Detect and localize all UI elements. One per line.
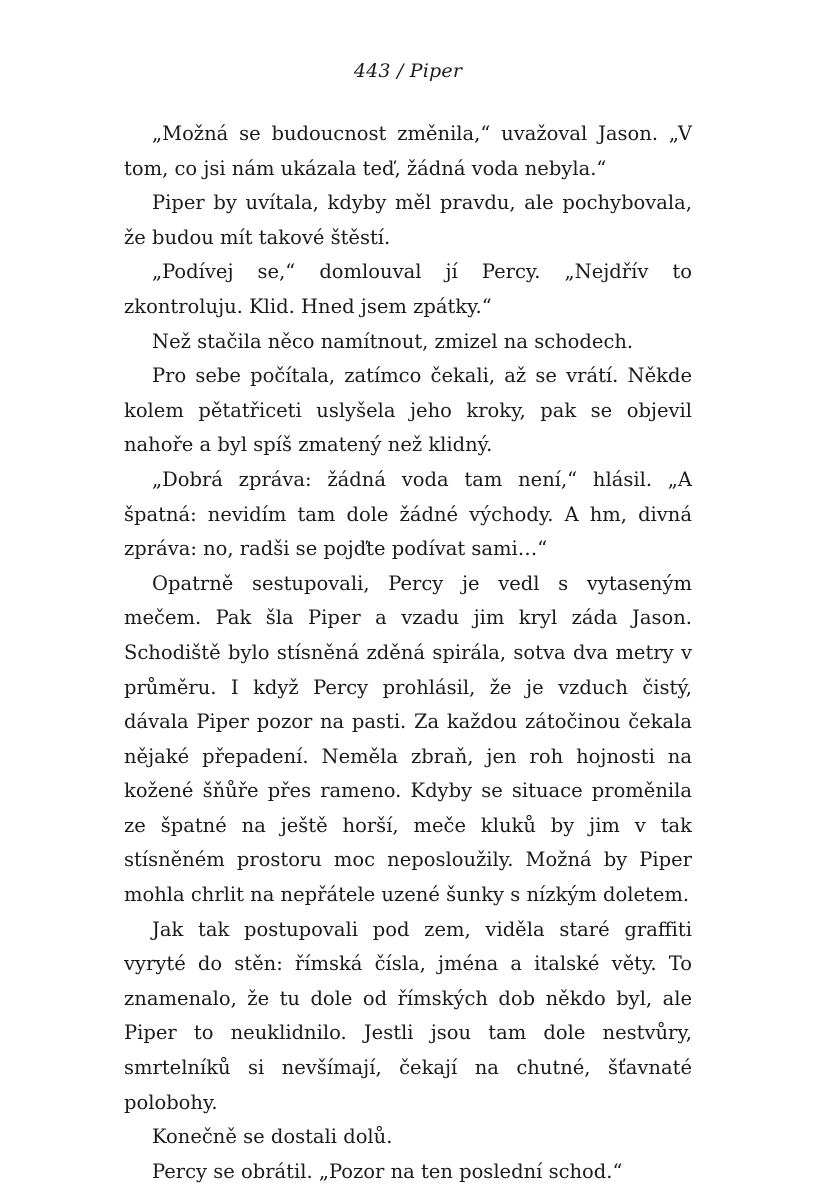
paragraph: Pro sebe počítala, zatímco čekali, až se vrátí. Někde kolem pětatřiceti uslyšela jeho kroky, pak se objevil nahoře a byl spíš zmatený než klidný. (124, 364, 692, 457)
paragraph: „Dobrá zpráva: žádná voda tam není,“ hlásil. „A špatná: nevidím tam dole žádné východy. A hm, divná zpráva: no, radši se pojďte podívat sami…“ (124, 467, 692, 561)
paragraph: Konečně se dostali dolů. (152, 1125, 393, 1149)
paragraph: Než stačila něco namítnout, zmizel na schodech. (152, 329, 634, 353)
paragraph: Opatrně sestupovali, Percy je vedl s vytaseným mečem. Pak šla Piper a vzadu jim kryl záda Jason. Schodiště bylo stísněná zděná spirála, sotva dva metry v průměru. I když Percy prohlásil, že je vzduch čistý, dávala Piper pozor na pasti. Za každou zátočinou čekala nějaké přepadení. Neměla zbraň, jen roh hojnosti na kožené šňůře přes rameno. Kdyby se situace proměnila ze špatné na ještě horší, meče kluků by jim v tak stísněném prostoru moc neposloužily. Možná by Piper mohla chrlit na nepřátele uzené šunky s nízkým doletem. (124, 571, 692, 907)
paragraph: „Možná se budoucnost změnila,“ uvažoval Jason. „V tom, co jsi nám ukázala teď, žádná voda nebyla.“ (124, 122, 692, 180)
paragraph: Piper by uvítala, kdyby měl pravdu, ale pochybovala, že budou mít takové štěstí. (124, 191, 692, 249)
paragraph: „Podívej se,“ domlouval jí Percy. „Nejdřív to zkontroluju. Klid. Hned jsem zpátky.“ (124, 260, 692, 318)
body-text (124, 117, 692, 1189)
paragraph: Jak tak postupovali pod zem, viděla staré graffiti vyryté do stěn: římská čísla, jména a italské věty. To znamenalo, že tu dole od římských dob někdo byl, ale Piper to neuklidnilo. Jestli jsou tam dole nestvůry, smrtelníků si nevšímají, čekají na chutné, šťavnaté polobohy. (124, 917, 692, 1114)
paragraph: Percy se obrátil. „Pozor na ten poslední schod.“ (152, 1159, 623, 1183)
running-head: 443 / Piper (353, 60, 463, 82)
